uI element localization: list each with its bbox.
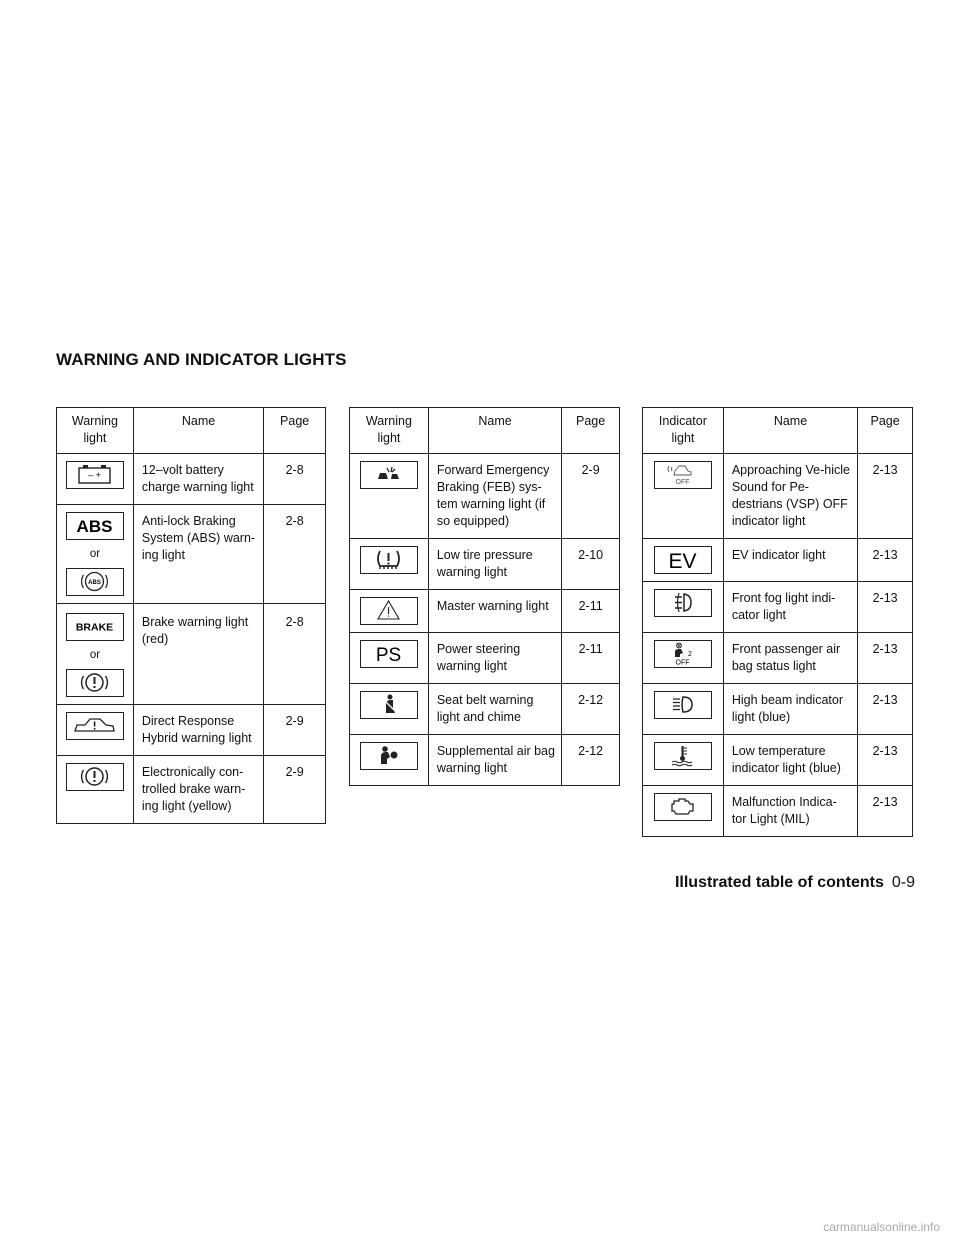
light-name: Direct Response Hybrid warning light [133, 705, 263, 756]
table-row [350, 684, 620, 735]
col-header-name: Name [723, 408, 857, 454]
light-name: Front fog light indi-cator light [723, 582, 857, 633]
footer-title: Illustrated table of contents [674, 874, 884, 891]
abs-label: ABS [76, 517, 113, 536]
high-beam-icon [654, 691, 712, 719]
light-page: 2-9 [264, 705, 326, 756]
page-footer [675, 874, 915, 892]
light-page: 2-9 [562, 454, 620, 539]
light-name: 12–volt battery charge warning light [133, 454, 263, 505]
abs-circle-icon [66, 568, 124, 596]
low-temp-icon [654, 742, 712, 770]
tire-pressure-icon [360, 546, 418, 574]
table-row [57, 454, 326, 505]
table-row [57, 604, 326, 705]
light-name: Power steering warning light [428, 633, 561, 684]
watermark: carmanualsonline.info [823, 1220, 940, 1234]
table-row [643, 633, 913, 684]
col-header-name: Name [133, 408, 263, 454]
light-page: 2-8 [264, 604, 326, 705]
table-header-row [57, 408, 326, 454]
light-name: Electronically con-trolled brake warn-ing light (yellow) [133, 756, 263, 824]
table-header-row [350, 408, 620, 454]
ev-icon [654, 546, 712, 574]
light-name: High beam indicator light (blue) [723, 684, 857, 735]
light-name: Master warning light [428, 590, 561, 633]
brake-text-icon [66, 613, 124, 641]
light-page: 2-13 [858, 735, 913, 786]
light-name: Low temperature indicator light (blue) [723, 735, 857, 786]
light-page: 2-8 [264, 505, 326, 604]
table-header-row [643, 408, 913, 454]
light-name: Brake warning light (red) [133, 604, 263, 705]
light-name: Approaching Ve-hicle Sound for Pe-destrians (VSP) OFF indicator light [723, 454, 857, 539]
table-row [643, 582, 913, 633]
col-header-name: Name [428, 408, 561, 454]
seatbelt-icon [360, 691, 418, 719]
light-page: 2-13 [858, 582, 913, 633]
abs-icon [66, 512, 124, 540]
light-page: 2-9 [264, 756, 326, 824]
passenger-airbag-off-icon [654, 640, 712, 668]
off-label: OFF [675, 479, 690, 486]
table-row [643, 735, 913, 786]
feb-icon [360, 461, 418, 489]
light-name: Seat belt warning light and chime [428, 684, 561, 735]
light-page: 2-11 [562, 633, 620, 684]
table-row [350, 454, 620, 539]
front-fog-icon [654, 589, 712, 617]
warning-table-2 [349, 407, 620, 786]
section-title: WARNING AND INDICATOR LIGHTS [56, 350, 347, 369]
col-header-light: Indicator light [643, 408, 724, 454]
light-name: Anti-lock Braking System (ABS) warn-ing light [133, 505, 263, 604]
ps-icon [360, 640, 418, 668]
light-page: 2-13 [858, 684, 913, 735]
table-row [350, 633, 620, 684]
ev-label: EV [668, 550, 697, 572]
light-name: Forward Emergency Braking (FEB) sys-tem warning light (if so equipped) [428, 454, 561, 539]
light-page: 2-11 [562, 590, 620, 633]
table-row [643, 684, 913, 735]
light-page: 2-13 [858, 539, 913, 582]
brake-label: BRAKE [75, 621, 114, 634]
ps-label: PS [375, 645, 402, 666]
table-row [57, 756, 326, 824]
airbag-icon [360, 742, 418, 770]
light-name: Malfunction Indica-tor Light (MIL) [723, 786, 857, 837]
table-row [643, 454, 913, 539]
light-page: 2-10 [562, 539, 620, 590]
table-row [643, 539, 913, 582]
col-header-page: Page [264, 408, 326, 454]
table-row [350, 539, 620, 590]
light-name: Front passenger air bag status light [723, 633, 857, 684]
col-header-light: Warning light [350, 408, 429, 454]
master-warning-icon [360, 597, 418, 625]
vsp-off-icon [654, 461, 712, 489]
light-page: 2-13 [858, 633, 913, 684]
battery-icon [66, 461, 124, 489]
or-label: or [89, 649, 101, 661]
light-name: Supplemental air bag warning light [428, 735, 561, 786]
light-page: 2-12 [562, 735, 620, 786]
light-page: 2-13 [858, 454, 913, 539]
table-row [643, 786, 913, 837]
col-header-page: Page [562, 408, 620, 454]
table-row [57, 705, 326, 756]
footer-page-number: 0-9 [891, 874, 915, 891]
light-name: EV indicator light [723, 539, 857, 582]
table-row [350, 735, 620, 786]
abs-circle-label: ABS [88, 580, 101, 586]
table-row [350, 590, 620, 633]
battery-label: – + [88, 470, 101, 480]
off-label: OFF [675, 659, 690, 666]
col-header-page: Page [858, 408, 913, 454]
engine-check-icon [654, 793, 712, 821]
col-header-light: Warning light [57, 408, 134, 454]
light-page: 2-12 [562, 684, 620, 735]
light-page: 2-13 [858, 786, 913, 837]
warning-table-1 [56, 407, 326, 824]
brake-circle-icon [66, 669, 124, 697]
indicator-table [642, 407, 913, 837]
light-name: Low tire pressure warning light [428, 539, 561, 590]
light-page: 2-8 [264, 454, 326, 505]
or-label: or [89, 548, 101, 560]
brake-circle-icon [66, 763, 124, 791]
two-label: 2 [687, 651, 692, 658]
hybrid-car-icon [66, 712, 124, 740]
table-row [57, 505, 326, 604]
